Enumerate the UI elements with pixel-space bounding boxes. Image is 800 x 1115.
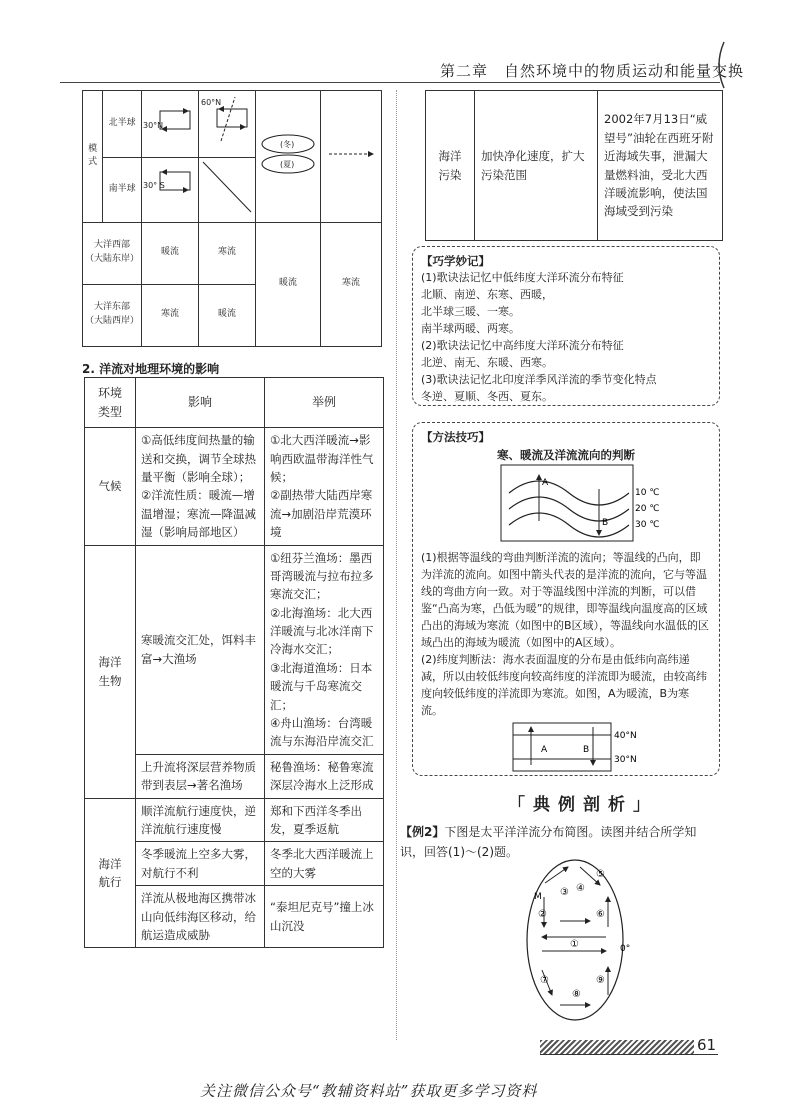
lat-fig-b: B bbox=[583, 745, 590, 756]
footer-note: 关注微信公众号“教辅资料站”获取更多学习资料 bbox=[200, 1082, 538, 1100]
mnemonic-line: (1)歌诀法记忆中低纬度大洋环流分布特征 bbox=[421, 271, 624, 284]
monsoon-diagram bbox=[255, 91, 320, 223]
nav-effect-1: 顺洋流航行速度快，逆洋流航行速度慢 bbox=[136, 798, 265, 842]
west-high-current: 寒流 bbox=[198, 222, 255, 284]
chapter-title: 第二章 自然环境中的物质运动和能量交换 bbox=[440, 62, 745, 80]
current-4: ④ bbox=[576, 883, 585, 894]
nav-example-1: 郑和下西洋冬季出发，夏季返航 bbox=[265, 798, 384, 842]
pollution-example: 2002年7月13日“威望号”油轮在西班牙附近海域失事，泄漏大量燃料油，受北大西洋暖流影响，使法国海域受到污染 bbox=[598, 91, 723, 241]
bio-effect-1: 寒暖流交汇处，饵料丰富→大渔场 bbox=[136, 545, 265, 754]
mnemonic-box bbox=[412, 246, 720, 406]
north-low-diagram bbox=[141, 91, 198, 158]
method-box bbox=[412, 422, 720, 776]
east-high-current: 暖流 bbox=[198, 284, 255, 346]
latitude-figure bbox=[421, 719, 711, 775]
current-2: ② bbox=[538, 909, 547, 920]
mnemonic-line: (2)歌诀法记忆中高纬度大洋环流分布特征 bbox=[421, 339, 624, 353]
south-label: 南半球 bbox=[103, 157, 142, 222]
bio-effect-2: 上升流将深层营养物质带到表层→著名渔场 bbox=[136, 754, 265, 798]
header-effect: 影响 bbox=[136, 378, 265, 428]
bio-example-1: ①纽芬兰渔场：墨西哥湾暖流与拉布拉多寒流交汇； ②北海渔场：北大西洋暖流与北冰洋南下冷海水交汇； ③北海道渔场：日本暖流与千岛寒流交汇； ④舟山渔场：台湾暖流与东海沿岸流交汇 bbox=[265, 545, 384, 754]
mnemonic-line: 南半球两暖、两寒。 bbox=[421, 322, 520, 336]
east-low-current: 寒流 bbox=[141, 284, 198, 346]
summer-label: (夏) bbox=[279, 160, 295, 170]
page-number: 61 bbox=[694, 1036, 719, 1054]
section-2-title: 2. 洋流对地理环境的影响 bbox=[82, 362, 220, 376]
west-label: 大洋西部 （大陆东岸） bbox=[83, 222, 142, 284]
equator-label: 0° bbox=[620, 944, 631, 954]
type-pollution: 海洋 污染 bbox=[426, 91, 475, 241]
lat30n-label: 30°N bbox=[142, 121, 164, 130]
climate-effect: ①高低纬度间热量的输送和交换，调节全球热量平衡（影响全球）； ②洋流性质：暖流—增温增湿；寒流—降温减湿（影响局部地区） bbox=[136, 428, 265, 545]
header-example: 举例 bbox=[265, 378, 384, 428]
lat40-label: 40°N bbox=[614, 731, 637, 742]
pollution-table bbox=[425, 90, 723, 241]
mnemonic-title: 【巧学妙记】 bbox=[421, 254, 490, 268]
lat-fig-a: A bbox=[541, 745, 548, 756]
lat30-label: 30°N bbox=[614, 755, 637, 766]
point-b: B bbox=[602, 518, 609, 528]
current-1: ① bbox=[570, 939, 579, 950]
current-9: ⑨ bbox=[596, 975, 605, 986]
monsoon-current-1: 暖流 bbox=[255, 222, 320, 346]
type-climate: 气候 bbox=[85, 428, 136, 545]
isotherm-figure bbox=[421, 463, 711, 545]
nav-example-2: 冬季北大西洋暖流上空的大雾 bbox=[265, 842, 384, 886]
south-low-diagram bbox=[141, 157, 198, 222]
nav-effect-2: 冬季暖流上空多大雾，对航行不利 bbox=[136, 842, 265, 886]
example-text: 下图是太平洋洋流分布简图。读图并结合所学知识，回答(1)～(2)题。 bbox=[400, 825, 697, 860]
mnemonic-line: (3)歌诀法记忆北印度洋季风洋流的季节变化特点 bbox=[421, 373, 657, 387]
mnemonic-line: 冬逆、夏顺、冬西、夏东。 bbox=[421, 390, 553, 404]
mnemonic-line: 北半球三暖、一寒。 bbox=[421, 305, 520, 319]
east-label: 大洋东部 （大陆西岸） bbox=[83, 284, 142, 346]
column-separator bbox=[396, 90, 397, 1040]
m-label: M bbox=[534, 892, 542, 902]
current-5: ⑤ bbox=[596, 869, 605, 880]
current-8: ⑧ bbox=[572, 989, 581, 1000]
mnemonic-line: 北逆、南无、东暖、西寒。 bbox=[421, 356, 553, 370]
example-banner: 「典例剖析」 bbox=[508, 795, 658, 815]
header-bracket-decoration bbox=[712, 40, 730, 90]
type-nav: 海洋 航行 bbox=[85, 798, 136, 948]
climate-example: ①北大西洋暖流→影响西欧温带海洋性气候； ②副热带大陆西岸寒流→加剧沿岸荒漠环境 bbox=[265, 428, 384, 545]
method-para-2: (2)纬度判断法：海水表面温度的分布是由低纬向高纬递减，所以由较低纬度向较高纬度的洋流即为暖流，由较高纬度向较低纬度的洋流即为寒流。如图，A为暖流，B为寒流。 bbox=[421, 653, 707, 718]
pollution-effect: 加快净化速度，扩大污染范围 bbox=[475, 91, 598, 241]
bio-example-2: 秘鲁渔场：秘鲁寒流深层冷海水上泛形成 bbox=[265, 754, 384, 798]
nav-effect-3: 洋流从极地海区携带冰山向低纬海区移动，给航运造成威胁 bbox=[136, 886, 265, 948]
method-para-1: (1)根据等温线的弯曲判断洋流的流向；等温线的凸向，即为洋流的流向。如图中箭头代表的是洋流的流向，它与等温线的弯曲方向一致。对于等温线图中洋流的判断，可以借鉴“凸高为寒，凸低为暖”的规律，即等温线向温度高的区域凸出的海域为寒流（如图中的B区域），等温线向水温低的区域凸出的海域为暖流（如图中的A区域）。 bbox=[421, 551, 710, 650]
current-7: ⑦ bbox=[540, 975, 549, 986]
west-low-current: 暖流 bbox=[141, 222, 198, 284]
north-high-diagram bbox=[198, 91, 255, 158]
current-6: ⑥ bbox=[596, 909, 605, 920]
pacific-current-diagram bbox=[520, 855, 640, 1025]
current-3: ③ bbox=[560, 887, 569, 898]
page-number-bar bbox=[540, 1040, 718, 1055]
figure-title: 寒、暖流及洋流流向的判断 bbox=[497, 448, 635, 462]
north-label: 北半球 bbox=[103, 91, 142, 158]
monsoon-current-2: 寒流 bbox=[320, 222, 381, 346]
iso-20: 20 ℃ bbox=[635, 504, 660, 514]
lat30s-label: 30° S bbox=[142, 180, 165, 190]
method-title: 【方法技巧】 bbox=[421, 430, 490, 444]
lat60n-label: 60°N bbox=[200, 98, 222, 107]
header-type: 环境 类型 bbox=[85, 378, 136, 428]
south-high-diagram bbox=[198, 157, 255, 222]
current-model-table bbox=[82, 90, 382, 347]
iso-10: 10 ℃ bbox=[635, 488, 660, 498]
arrow-diagram bbox=[320, 91, 381, 223]
winter-label: (冬) bbox=[279, 140, 295, 150]
nav-example-3: “泰坦尼克号”撞上冰山沉没 bbox=[265, 886, 384, 948]
banner-text: 典例剖析 bbox=[533, 795, 633, 815]
type-bio: 海洋 生物 bbox=[85, 545, 136, 798]
impact-table bbox=[84, 377, 384, 948]
example-label: 【例2】 bbox=[400, 825, 445, 839]
point-a: A bbox=[542, 478, 549, 488]
mnemonic-line: 北顺、南逆、东寒、西暖， bbox=[421, 288, 553, 302]
header-rule bbox=[60, 82, 720, 83]
iso-30: 30 ℃ bbox=[635, 520, 660, 530]
mode-label: 模 式 bbox=[83, 91, 103, 223]
